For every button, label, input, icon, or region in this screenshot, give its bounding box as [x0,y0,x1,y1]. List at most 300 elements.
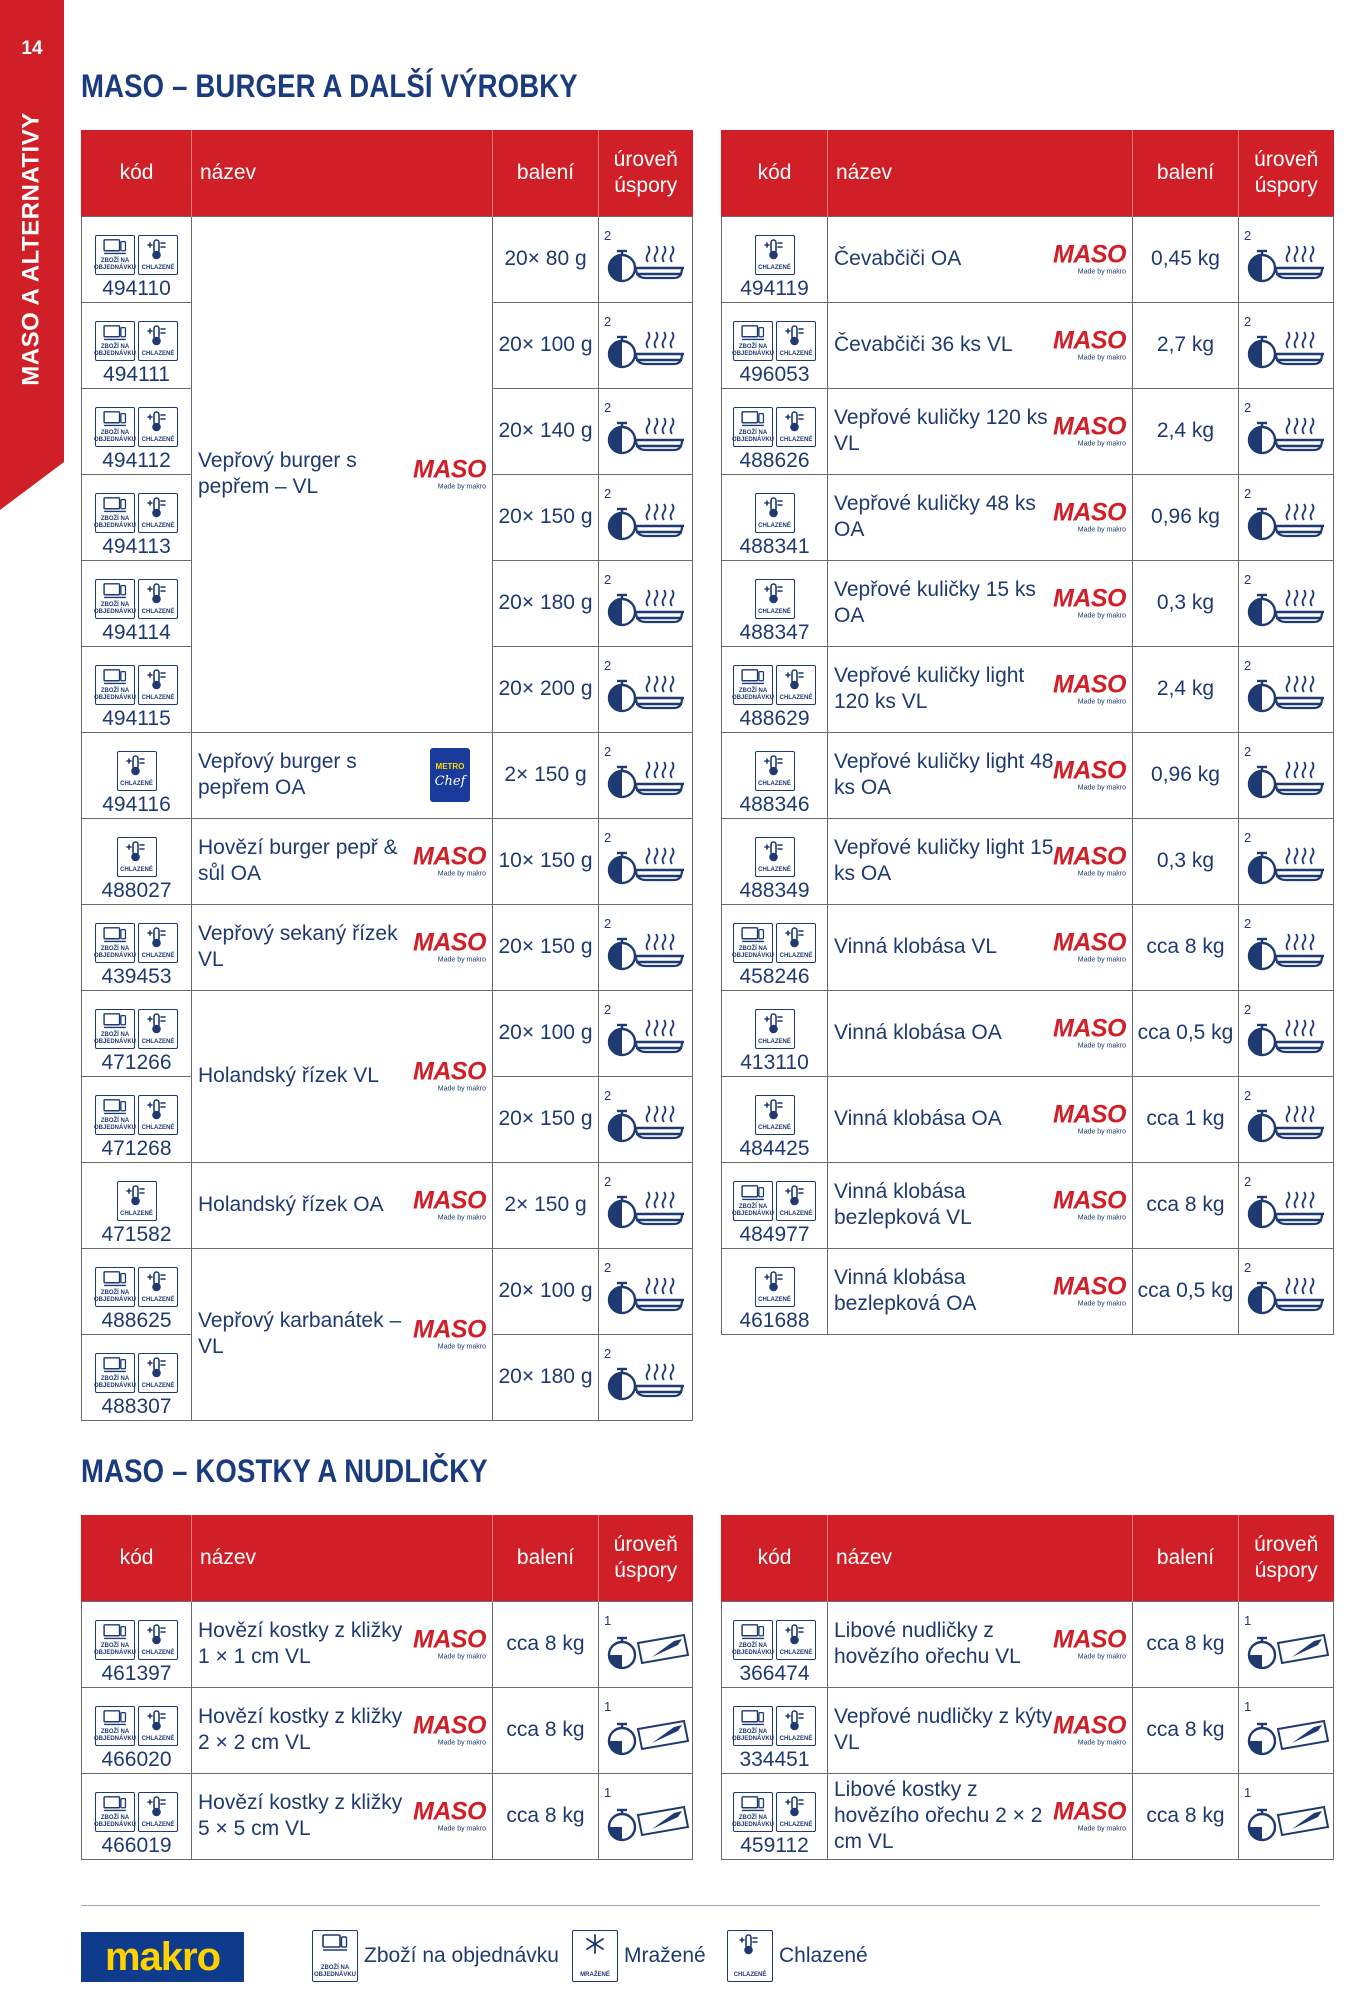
product-code [82,732,192,818]
maso-logo: MASO Made by makro [1053,756,1126,792]
badge-label: CHLAZENÉ [779,694,813,701]
package-size: 2× 150 g [493,732,599,818]
product-code [82,1687,192,1773]
table-row [722,1076,1334,1162]
savings-level-icon [600,1172,692,1238]
package-size: cca 8 kg [493,1687,599,1773]
product-code-value: 471582 [101,1222,172,1246]
product-name-value: Vepřové kuličky 48 ks OA [834,492,1036,541]
savings-level [1239,818,1334,904]
savings-level-icon [1240,226,1332,292]
page-number: 14 [21,38,43,59]
package-size: 20× 200 g [493,646,599,732]
order-icon [740,1623,766,1643]
savings-level-value: 2 [603,1002,611,1017]
table-row [722,1687,1334,1773]
product-name-value: Vepřové kuličky light 15 ks OA [834,836,1054,885]
chilled-badge [755,1095,795,1135]
savings-level-value: 2 [603,314,611,329]
table-row [722,732,1334,818]
savings-level-icon [1240,1086,1332,1152]
product-name-value: Vepřový burger s pepřem – VL [198,449,357,498]
thermometer-icon [762,754,788,776]
table-row [722,388,1334,474]
table-row [82,1162,693,1248]
savings-level-value: 2 [603,400,611,415]
badge-label: ZBOŽÍ NA OBJEDNÁVKU [732,1728,775,1742]
badge-label: CHLAZENÉ [141,522,175,529]
savings-level-icon [1240,312,1332,378]
product-name-value: Libové kostky z hovězího ořechu 2 × 2 cm VL [834,1778,1043,1853]
savings-level-value: 2 [1244,486,1252,501]
savings-level-icon [600,1783,692,1849]
savings-level-value: 2 [1244,572,1252,587]
savings-level-icon [1240,1172,1332,1238]
order-badge [733,665,773,705]
savings-level-icon [1240,398,1332,464]
badge-label: ZBOŽÍ NA OBJEDNÁVKU [94,601,137,615]
table-row [722,1162,1334,1248]
badge-label: CHLAZENÉ [141,1038,175,1045]
order-badge [95,1095,135,1135]
package-size: cca 8 kg [1133,1773,1239,1859]
savings-level-icon [600,1086,692,1152]
savings-level-icon [600,484,692,550]
savings-level [1239,216,1334,302]
savings-level [1239,1687,1334,1773]
badge-label: CHLAZENÉ [141,1735,175,1742]
side-label: MASO A ALTERNATIVY [18,112,45,386]
product-code [722,216,828,302]
product-code [82,474,192,560]
savings-level-value: 2 [603,1346,611,1361]
badge-label: ZBOŽÍ NA OBJEDNÁVKU [94,1031,137,1045]
savings-level-icon [600,742,692,808]
col-uroven: úroveň úspory [1239,1515,1334,1601]
savings-level-value: 2 [1244,400,1252,415]
chilled-badge [755,235,795,275]
product-name [192,904,493,990]
product-code [82,560,192,646]
package-size: 2,7 kg [1133,302,1239,388]
table-row [722,1773,1334,1859]
table-row [82,1687,693,1773]
order-icon [740,668,766,688]
col-uroven: úroveň úspory [1239,130,1334,216]
savings-level [599,904,693,990]
product-code-value: 494111 [103,362,170,386]
package-size: 0,45 kg [1133,216,1239,302]
savings-level [1239,646,1334,732]
package-size: 20× 150 g [493,1076,599,1162]
chilled-badge [138,1267,178,1307]
product-name-value: Hovězí burger pepř & sůl OA [198,836,398,885]
badge-label: ZBOŽÍ NA OBJEDNÁVKU [94,1375,137,1389]
thermometer-icon [783,668,809,690]
savings-level-icon [600,828,692,894]
savings-level-icon [600,226,692,292]
savings-level-icon [600,1344,692,1410]
order-badge [95,1620,135,1660]
maso-logo: MASO Made by makro [1053,412,1126,448]
order-icon [102,1623,128,1643]
product-code-value: 439453 [101,964,172,988]
product-code-value: 484977 [739,1222,810,1246]
col-nazev: název [192,130,493,216]
package-size: cca 0,5 kg [1133,990,1239,1076]
order-badge [733,1706,773,1746]
product-name [828,732,1133,818]
savings-level-icon [600,312,692,378]
package-size: 20× 150 g [493,904,599,990]
product-name [192,1687,493,1773]
badge-label: CHLAZENÉ [141,264,175,271]
savings-level [1239,904,1334,990]
section-title-kostky: MASO – KOSTKY A NUDLIČKY [81,1453,488,1489]
legend-order [312,1930,559,1982]
badge-label: ZBOŽÍ NA OBJEDNÁVKU [94,1814,137,1828]
table-row [722,1248,1334,1334]
product-code [82,1773,192,1859]
maso-logo: MASO Made by makro [1053,1711,1126,1747]
package-size: 0,96 kg [1133,474,1239,560]
savings-level [1239,474,1334,560]
thermometer-icon [145,1356,171,1378]
product-code-value: 494112 [102,448,171,472]
savings-level-value: 2 [1244,1002,1252,1017]
product-code-value: 366474 [739,1661,810,1685]
frozen-badge [572,1930,618,1982]
thermometer-icon [783,410,809,432]
thermometer-icon [145,238,171,260]
order-badge [95,1353,135,1393]
thermometer-icon [783,324,809,346]
savings-level-icon [600,570,692,636]
product-name-value: Vinná klobása bezlepková OA [834,1266,977,1315]
product-name [192,216,493,732]
thermometer-icon [145,926,171,948]
order-badge [733,923,773,963]
product-name-value: Holandský řízek OA [198,1193,384,1216]
package-size: cca 8 kg [1133,904,1239,990]
maso-logo: MASO Made by makro [1053,1186,1126,1222]
table-row [722,818,1334,904]
product-code-value: 494113 [102,534,171,558]
table-row [722,474,1334,560]
product-code-value: 488349 [739,878,810,902]
product-code [722,1076,828,1162]
chilled-badge [776,407,816,447]
package-size: 0,3 kg [1133,560,1239,646]
savings-level-icon [600,1697,692,1763]
chilled-badge [755,751,795,791]
chilled-badge [776,1181,816,1221]
product-name [192,1773,493,1859]
maso-logo: MASO Made by makro [413,1057,486,1093]
order-icon [740,410,766,430]
product-name [828,388,1133,474]
thermometer-icon [145,668,171,690]
product-code-value: 471268 [101,1136,172,1160]
maso-logo: MASO Made by makro [1053,240,1126,276]
chilled-badge [138,1095,178,1135]
badge-label: CHLAZENÉ [758,264,791,271]
chilled-badge [776,923,816,963]
table-row [722,302,1334,388]
product-name-value: Vepřový karbanátek – VL [198,1309,402,1358]
maso-logo: MASO Made by makro [413,1186,486,1222]
product-code [82,302,192,388]
product-code [722,474,828,560]
product-code [82,904,192,990]
product-code-value: 459112 [740,1833,809,1857]
savings-level [599,1076,693,1162]
snowflake-icon [582,1933,608,1955]
product-code-value: 488629 [739,706,810,730]
col-kod: kód [82,1515,192,1601]
badge-label: ZBOŽÍ NA OBJEDNÁVKU [94,1117,137,1131]
savings-level-icon [600,656,692,722]
savings-level [1239,732,1334,818]
maso-logo: MASO Made by makro [1053,326,1126,362]
order-badge [733,321,773,361]
package-size: cca 8 kg [1133,1601,1239,1687]
product-name [192,818,493,904]
chilled-badge [138,923,178,963]
table-row [82,818,693,904]
product-code-value: 494116 [102,792,171,816]
product-code-value: 488346 [739,792,810,816]
product-code [82,818,192,904]
maso-logo: MASO Made by makro [413,928,486,964]
savings-level-icon [1240,570,1332,636]
thermometer-icon [762,582,788,604]
badge-label: CHLAZENÉ [733,1972,767,1978]
product-name [828,1601,1133,1687]
product-name [828,216,1133,302]
product-code-value: 461688 [739,1308,810,1332]
savings-level-value: 2 [1244,314,1252,329]
savings-level [1239,1248,1334,1334]
savings-level [599,1162,693,1248]
product-name-value: Vinná klobása OA [834,1021,1002,1044]
product-name-value: Vepřové kuličky 15 ks OA [834,578,1036,627]
table-row [722,560,1334,646]
table-row [722,1601,1334,1687]
product-code-value: 488341 [739,534,810,558]
chilled-badge [776,1792,816,1832]
product-code-value: 494119 [740,276,809,300]
badge-label: CHLAZENÉ [120,1210,153,1217]
chilled-badge [776,665,816,705]
table-header [722,130,1334,216]
metro-chef-logo: METRO Chef [430,748,470,802]
col-kod: kód [722,130,828,216]
product-name-value: Vepřové kuličky light 120 ks VL [834,664,1025,713]
badge-label: ZBOŽÍ NA OBJEDNÁVKU [732,343,775,357]
product-name-value: Vinná klobása VL [834,935,998,958]
product-code [722,302,828,388]
order-badge [95,1267,135,1307]
savings-level-icon [1240,828,1332,894]
product-code-value: 471266 [101,1050,172,1074]
thermometer-icon [145,410,171,432]
table-row [722,990,1334,1076]
maso-logo: MASO Made by makro [413,1711,486,1747]
thermometer-icon [762,1098,788,1120]
order-icon [740,926,766,946]
col-nazev: název [828,1515,1133,1601]
thermometer-icon [737,1933,763,1955]
package-size: 20× 180 g [493,1334,599,1420]
package-size: 20× 100 g [493,302,599,388]
package-size: cca 8 kg [493,1773,599,1859]
chilled-badge [117,751,157,791]
product-code-value: 494115 [102,706,171,730]
product-code [82,216,192,302]
product-code-value: 488625 [101,1308,172,1332]
chilled-badge [117,1181,157,1221]
order-badge [95,1009,135,1049]
product-name-value: Vinná klobása bezlepková VL [834,1180,972,1229]
order-icon [102,496,128,516]
product-code [82,646,192,732]
product-code-value: 413110 [740,1050,809,1074]
burger-table-right [721,130,1334,1335]
order-icon [102,1795,128,1815]
badge-label: CHLAZENÉ [779,1210,813,1217]
product-name-value: Holandský řízek VL [198,1064,379,1087]
savings-level [599,1601,693,1687]
thermometer-icon [145,1098,171,1120]
thermometer-icon [145,1012,171,1034]
chilled-badge [117,837,157,877]
product-name-value: Hovězí kostky z kližky 5 × 5 cm VL [198,1791,403,1840]
badge-label: CHLAZENÉ [758,866,791,873]
badge-label: CHLAZENÉ [141,952,175,959]
product-name-value: Libové nudličky z hovězího ořechu VL [834,1619,1021,1668]
badge-label: ZBOŽÍ NA OBJEDNÁVKU [732,1642,775,1656]
savings-level-value: 2 [603,744,611,759]
savings-level [599,1334,693,1420]
chilled-badge [138,407,178,447]
col-kod: kód [82,130,192,216]
legend-label: Chlazené [779,1944,868,1967]
savings-level-icon [1240,1258,1332,1324]
col-baleni: balení [1133,1515,1239,1601]
product-code-value: 496053 [739,362,810,386]
product-code [722,560,828,646]
thermometer-icon [145,582,171,604]
legend-label: Mražené [624,1944,706,1967]
product-name [828,818,1133,904]
savings-level-value: 2 [1244,1174,1252,1189]
order-badge [95,665,135,705]
package-size: 2,4 kg [1133,388,1239,474]
savings-level [599,302,693,388]
package-size: 20× 180 g [493,560,599,646]
order-badge [312,1930,358,1982]
product-code-value: 494110 [102,276,171,300]
package-size: 20× 150 g [493,474,599,560]
product-code [722,1773,828,1859]
chilled-badge [755,579,795,619]
product-code [82,1076,192,1162]
order-badge [95,493,135,533]
col-baleni: balení [493,1515,599,1601]
order-badge [733,1181,773,1221]
savings-level-value: 1 [1244,1613,1252,1628]
product-name [828,990,1133,1076]
col-uroven: úroveň úspory [599,1515,693,1601]
product-name-value: Vepřový sekaný řízek VL [198,922,398,971]
savings-level [599,560,693,646]
savings-level [1239,1076,1334,1162]
package-size: 20× 80 g [493,216,599,302]
savings-level-value: 2 [603,830,611,845]
badge-label: CHLAZENÉ [141,1382,175,1389]
product-name [192,732,493,818]
savings-level-value: 2 [1244,744,1252,759]
product-code-value: 461397 [101,1661,172,1685]
product-name-value: Hovězí kostky z kližky 1 × 1 cm VL [198,1619,403,1668]
product-name [828,904,1133,990]
chilled-badge [138,235,178,275]
savings-level [599,216,693,302]
order-icon [102,1356,128,1376]
savings-level-value: 2 [603,658,611,673]
col-baleni: balení [1133,130,1239,216]
maso-logo: MASO Made by makro [1053,1014,1126,1050]
product-code-value: 488626 [739,448,810,472]
savings-level-icon [1240,742,1332,808]
savings-level-value: 1 [1244,1785,1252,1800]
section-title-burger: MASO – BURGER A DALŠÍ VÝROBKY [81,68,578,104]
maso-logo: MASO Made by makro [1053,1797,1126,1833]
product-name [828,560,1133,646]
order-icon [102,582,128,602]
product-code-value: 458246 [739,964,810,988]
savings-level-value: 2 [1244,830,1252,845]
badge-label: CHLAZENÉ [779,1649,813,1656]
maso-logo: MASO Made by makro [1053,584,1126,620]
chilled-badge [138,493,178,533]
savings-level [599,388,693,474]
savings-level-icon [600,1000,692,1066]
order-icon [102,238,128,258]
chilled-badge [727,1930,773,1982]
product-name [192,1601,493,1687]
product-code [722,1601,828,1687]
order-icon [102,926,128,946]
badge-label: CHLAZENÉ [779,436,813,443]
product-code [82,1334,192,1420]
product-code [82,990,192,1076]
chilled-badge [138,665,178,705]
product-name-value: Čevabčiči 36 ks VL [834,333,1013,356]
savings-level-icon [1240,1783,1332,1849]
table-header [722,1515,1334,1601]
savings-level-icon [1240,656,1332,722]
savings-level [599,818,693,904]
order-icon [740,324,766,344]
product-name-value: Vepřový burger s pepřem OA [198,750,357,799]
chilled-badge [755,1009,795,1049]
product-name-value: Vinná klobása OA [834,1107,1002,1130]
badge-label: CHLAZENÉ [779,350,813,357]
savings-level-value: 2 [603,228,611,243]
savings-level-value: 1 [603,1613,611,1628]
